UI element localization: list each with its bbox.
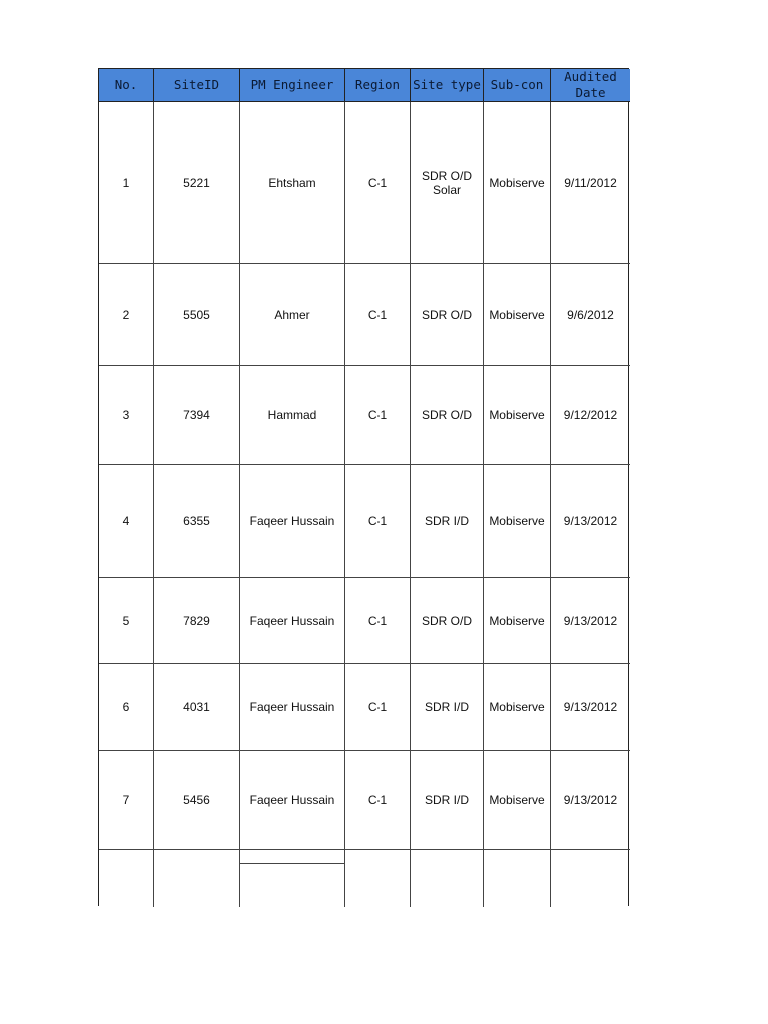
- cell-pm-engineer[interactable]: Faqeer Hussain: [240, 664, 345, 751]
- cell-site-type[interactable]: SDR I/D: [411, 465, 484, 578]
- cell-no[interactable]: 3: [99, 366, 154, 465]
- header-region[interactable]: Region: [345, 69, 411, 102]
- cell-pm-engineer[interactable]: Ahmer: [240, 264, 345, 366]
- cell-sub-con[interactable]: Mobiserve: [484, 264, 551, 366]
- cell-site-id[interactable]: 5505: [154, 264, 240, 366]
- cell-sub-con[interactable]: Mobiserve: [484, 578, 551, 664]
- header-site-type[interactable]: Site type: [411, 69, 484, 102]
- empty-cell[interactable]: [484, 850, 551, 907]
- cell-audited-date[interactable]: 9/13/2012: [551, 465, 630, 578]
- cell-site-id[interactable]: 7829: [154, 578, 240, 664]
- empty-cell[interactable]: [551, 850, 630, 907]
- cell-pm-engineer[interactable]: Hammad: [240, 366, 345, 465]
- cell-sub-con[interactable]: Mobiserve: [484, 664, 551, 751]
- cell-sub-con[interactable]: Mobiserve: [484, 465, 551, 578]
- header-no[interactable]: No.: [99, 69, 154, 102]
- cell-region[interactable]: C-1: [345, 465, 411, 578]
- cell-audited-date[interactable]: 9/6/2012: [551, 264, 630, 366]
- header-pm-engineer[interactable]: PM Engineer: [240, 69, 345, 102]
- cell-site-type[interactable]: SDR I/D: [411, 664, 484, 751]
- cell-site-id[interactable]: 6355: [154, 465, 240, 578]
- cell-site-id[interactable]: 5456: [154, 751, 240, 850]
- cell-no[interactable]: 5: [99, 578, 154, 664]
- cell-no[interactable]: 6: [99, 664, 154, 751]
- header-site-id[interactable]: SiteID: [154, 69, 240, 102]
- cell-region[interactable]: C-1: [345, 102, 411, 264]
- cell-region[interactable]: C-1: [345, 366, 411, 465]
- cell-no[interactable]: 7: [99, 751, 154, 850]
- empty-cell[interactable]: [240, 850, 345, 907]
- cell-pm-engineer[interactable]: Faqeer Hussain: [240, 751, 345, 850]
- empty-cell[interactable]: [345, 850, 411, 907]
- empty-cell[interactable]: [99, 850, 154, 907]
- cell-site-type[interactable]: SDR O/D: [411, 578, 484, 664]
- header-sub-con[interactable]: Sub-con: [484, 69, 551, 102]
- cell-sub-con[interactable]: Mobiserve: [484, 102, 551, 264]
- cell-site-type[interactable]: SDR I/D: [411, 751, 484, 850]
- cell-site-type[interactable]: SDR O/D: [411, 264, 484, 366]
- cell-audited-date[interactable]: 9/11/2012: [551, 102, 630, 264]
- cell-region[interactable]: C-1: [345, 264, 411, 366]
- cell-site-id[interactable]: 4031: [154, 664, 240, 751]
- cell-audited-date[interactable]: 9/13/2012: [551, 578, 630, 664]
- cell-audited-date[interactable]: 9/12/2012: [551, 366, 630, 465]
- cell-pm-engineer[interactable]: Faqeer Hussain: [240, 465, 345, 578]
- cell-sub-con[interactable]: Mobiserve: [484, 366, 551, 465]
- cell-no[interactable]: 4: [99, 465, 154, 578]
- cell-pm-engineer[interactable]: Ehtsham: [240, 102, 345, 264]
- audit-table: [98, 68, 629, 906]
- cell-audited-date[interactable]: 9/13/2012: [551, 751, 630, 850]
- cell-site-type[interactable]: SDR O/D: [411, 366, 484, 465]
- cell-no[interactable]: 2: [99, 264, 154, 366]
- cell-audited-date[interactable]: 9/13/2012: [551, 664, 630, 751]
- cell-site-id[interactable]: 7394: [154, 366, 240, 465]
- cell-site-type[interactable]: SDR O/D Solar: [411, 102, 484, 264]
- cell-site-id[interactable]: 5221: [154, 102, 240, 264]
- cell-pm-engineer[interactable]: Faqeer Hussain: [240, 578, 345, 664]
- cell-no[interactable]: 1: [99, 102, 154, 264]
- cell-sub-con[interactable]: Mobiserve: [484, 751, 551, 850]
- cell-region[interactable]: C-1: [345, 578, 411, 664]
- cell-region[interactable]: C-1: [345, 751, 411, 850]
- empty-cell[interactable]: [154, 850, 240, 907]
- header-audited-date[interactable]: Audited Date: [551, 69, 630, 102]
- cell-region[interactable]: C-1: [345, 664, 411, 751]
- empty-cell[interactable]: [411, 850, 484, 907]
